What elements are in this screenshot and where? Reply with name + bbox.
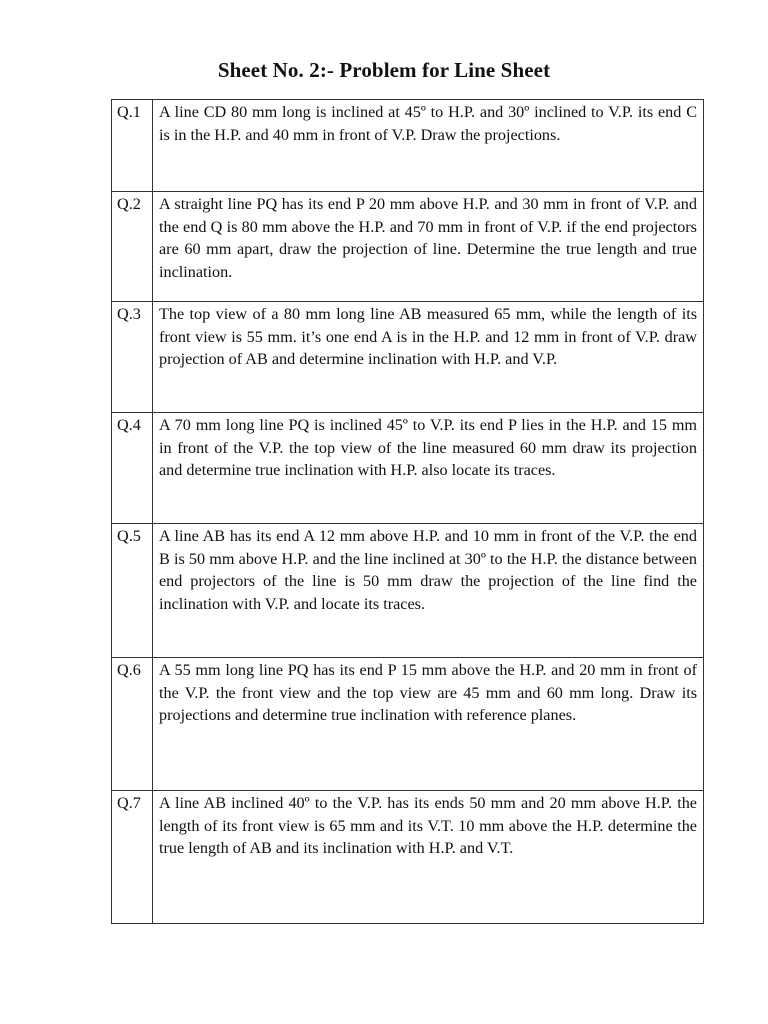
question-text: A 55 mm long line PQ has its end P 15 mm above the H.P. and 20 mm in front of the V.P. the front view and the top view are 45 mm and 60 mm long. Draw its projections and determine true inclination with reference planes. [153, 658, 704, 791]
question-number: Q.7 [112, 791, 153, 924]
question-row [112, 658, 704, 791]
question-text: A 70 mm long line PQ is inclined 45º to V.P. its end P lies in the H.P. and 15 mm in front of the V.P. the top view of the line measured 60 mm draw its projection and determine true inclination with H.P. also locate its traces. [153, 413, 704, 524]
question-number: Q.1 [112, 100, 153, 192]
question-text: The top view of a 80 mm long line AB measured 65 mm, while the length of its front view is 55 mm. it’s one end A is in the H.P. and 12 mm in front of V.P. draw projection of AB and determine inclination with H.P. and V.P. [153, 302, 704, 413]
question-text: A line CD 80 mm long is inclined at 45º to H.P. and 30º inclined to V.P. its end C is in the H.P. and 40 mm in front of V.P. Draw the projections. [153, 100, 704, 192]
question-text: A straight line PQ has its end P 20 mm above H.P. and 30 mm in front of V.P. and the end Q is 80 mm above the H.P. and 70 mm in front of V.P. if the end projectors are 60 mm apart, draw the projection of line. Determine the true length and true inclination. [153, 192, 704, 302]
question-text: A line AB inclined 40º to the V.P. has its ends 50 mm and 20 mm above H.P. the length of its front view is 65 mm and its V.T. 10 mm above the H.P. determine the true length of AB and its inclination with H.P. and V.T. [153, 791, 704, 924]
page-title: Sheet No. 2:- Problem for Line Sheet [217, 58, 551, 83]
question-number: Q.5 [112, 524, 153, 658]
question-row [112, 100, 704, 192]
question-row [112, 192, 704, 302]
question-number: Q.3 [112, 302, 153, 413]
problems-table [111, 99, 704, 924]
question-number: Q.4 [112, 413, 153, 524]
question-row [112, 791, 704, 924]
question-number: Q.6 [112, 658, 153, 791]
question-text: A line AB has its end A 12 mm above H.P. and 10 mm in front of the V.P. the end B is 50 mm above H.P. and the line inclined at 30º to the H.P. the distance between end projectors of the line is 50 mm draw the projection of the line find the inclination with V.P. and locate its traces. [153, 524, 704, 658]
question-row [112, 524, 704, 658]
question-row [112, 302, 704, 413]
question-number: Q.2 [112, 192, 153, 302]
question-row [112, 413, 704, 524]
